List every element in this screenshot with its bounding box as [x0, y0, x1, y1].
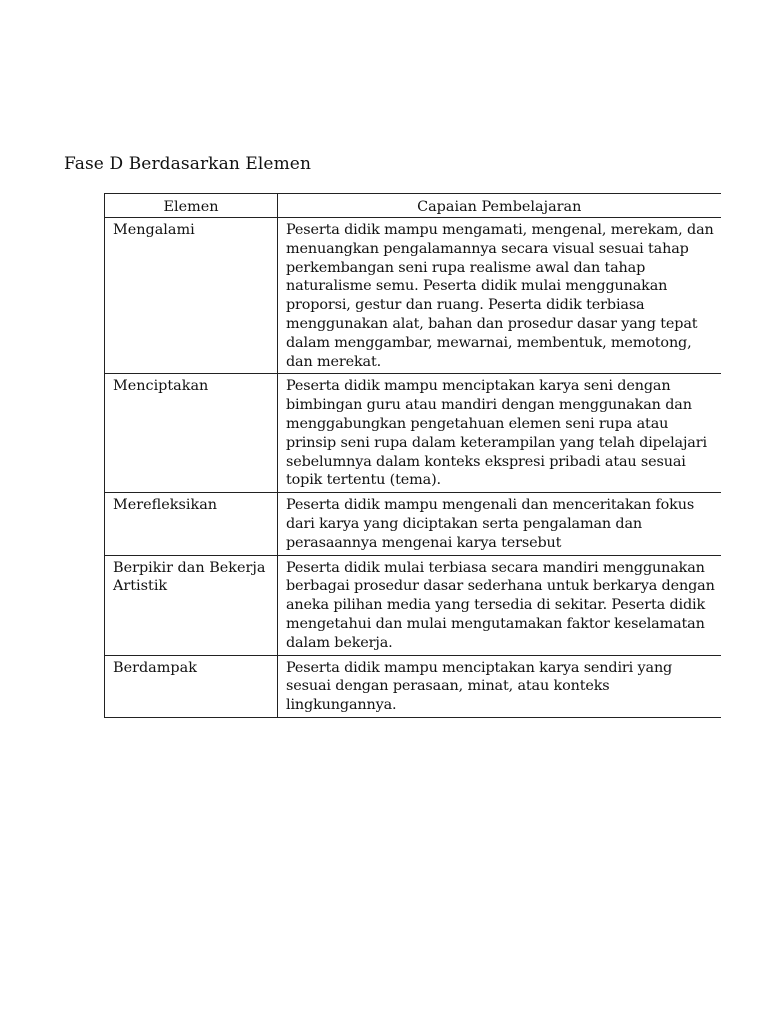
page-heading: Fase D Berdasarkan Elemen: [64, 154, 312, 174]
elemen-cell: Mengalami: [105, 218, 278, 374]
table-header-row: [105, 194, 721, 218]
capaian-cell: Peserta didik mampu mengamati, mengenal, merekam, dan menuangkan pengalamannya secara visual sesuai tahap perkembangan seni rupa realisme awal dan tahap naturalisme semu. Peserta didik mulai menggunakan proporsi, gestur dan ruang. Peserta didik terbiasa menggunakan alat, bahan dan prosedur dasar yang tepat dalam menggambar, mewarnai, membentuk, memotong, dan merekat.: [278, 218, 721, 374]
elemen-cell: Berdampak: [105, 655, 278, 717]
column-header-elemen: Elemen: [105, 194, 278, 218]
capaian-cell: Peserta didik mampu menciptakan karya sendiri yang sesuai dengan perasaan, minat, atau konteks lingkungannya.: [278, 655, 721, 717]
table-row: [105, 493, 721, 555]
capaian-cell: Peserta didik mampu mengenali dan menceritakan fokus dari karya yang diciptakan serta pengalaman dan perasaannya mengenai karya tersebut: [278, 493, 721, 555]
table-row: [105, 555, 721, 655]
table-row: [105, 218, 721, 374]
column-header-capaian: Capaian Pembelajaran: [278, 194, 721, 218]
capaian-cell: Peserta didik mulai terbiasa secara mandiri menggunakan berbagai prosedur dasar sederhana untuk berkarya dengan aneka pilihan media yang tersedia di sekitar. Peserta didik mengetahui dan mulai mengutamakan faktor keselamatan dalam bekerja.: [278, 555, 721, 655]
elemen-cell: Berpikir dan Bekerja Artistik: [105, 555, 278, 655]
capaian-cell: Peserta didik mampu menciptakan karya seni dengan bimbingan guru atau mandiri dengan menggunakan dan menggabungkan pengetahuan elemen seni rupa atau prinsip seni rupa dalam keterampilan yang telah dipelajari sebelumnya dalam konteks ekspresi pribadi atau sesuai topik tertentu (tema).: [278, 374, 721, 493]
elemen-cell: Menciptakan: [105, 374, 278, 493]
table-row: [105, 374, 721, 493]
elemen-cell: Merefleksikan: [105, 493, 278, 555]
achievement-table: [104, 193, 721, 718]
table-row: [105, 655, 721, 717]
